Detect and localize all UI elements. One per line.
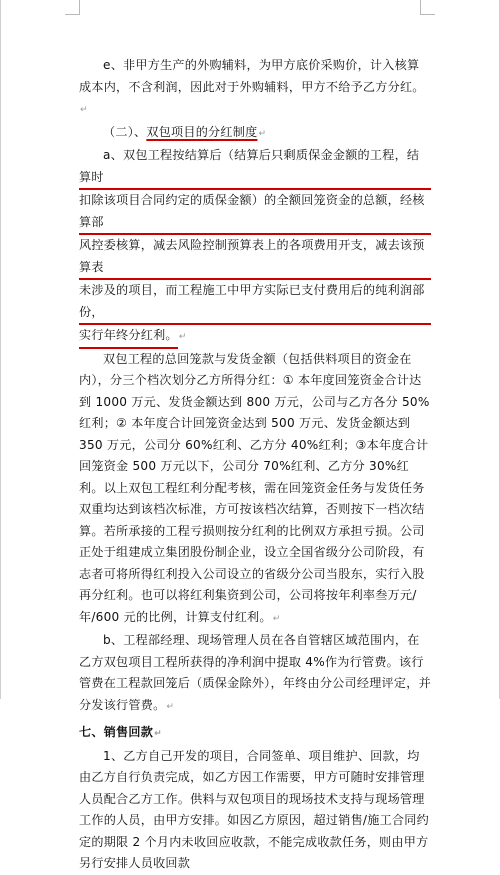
paragraph-mark: ↵ xyxy=(154,729,162,739)
crop-mark-top-left xyxy=(65,0,80,15)
paragraph-a-line: a、双包工程按结算后（结算后只剩质保金金额的工程，结算时 xyxy=(79,145,431,190)
heading-section-2-prefix: （二）、 xyxy=(103,124,147,139)
paragraph-a-line: 未涉及的项目，而工程施工中甲方实际已支付费用后的纯利润部份， xyxy=(79,280,431,325)
heading-section-7-text: 七、销售回款 xyxy=(79,725,154,739)
paragraph-total-text: 双包工程的总回笼款与发货金额（包括供料项目的资金在内），分三个档次划分乙方所得分红：① 本年度回笼资金合计达到 1000 万元、发货金额达到 800 万元，公司与乙方各分 50%红利；② 本年度合计回笼资金达到 500 万元、发货金额达到 350 万元，公司分 60%红利、乙方分 40%红利；③本年度合计回笼资金 500 万元以下，公司分 70%红利、乙方分 30%红利。以上双包工程红利分配考核，需在回笼资金任务与发货任务双重均达到该档次标准，方可按该档次结算，否则按下一档次结算。若所承接的工程亏损则按分红利的比例双方承担亏损。公司正处于组建成立集团股份制企业，设立全国省级分公司阶段，有志者可将所得红利投入公司设立的省级分公司当股东，实行入股再分红利。也可以将红利集资到公司，公司将按年利率叁万元/年/600 元的比例，计算支付红利。 xyxy=(79,351,430,624)
paragraph-mark: ↵ xyxy=(272,613,281,624)
document-body xyxy=(79,55,431,875)
paragraph-b xyxy=(79,630,431,718)
paragraph-mark: ↵ xyxy=(166,701,175,712)
paragraph-e-text: e、非甲方生产的外购辅料，为甲方底价采购价，计入核算成本内，不含利润，因此对于外购辅料，甲方不给予乙方分红。 xyxy=(79,58,425,94)
paragraph-a-line: 扣除该项目合同约定的质保金额）的全额回笼资金的总额，经核算部 xyxy=(79,190,431,235)
paragraph-1 xyxy=(79,746,431,875)
paragraph-a xyxy=(79,145,431,349)
heading-section-2 xyxy=(79,122,431,146)
paragraph-b-text: b、工程部经理、现场管理人员在各自管辖区域范围内，在乙方双包项目工程所获得的净利润中提取 4%作为行管费。该行管费在工程款回笼后（质保金除外），年终由分公司经理评定，并分发该行管费。 xyxy=(79,633,431,712)
crop-mark-top-right xyxy=(420,0,435,15)
paragraph-1-text: 1、乙方自己开发的项目，合同签单、项目维护、回款，均由乙方自行负责完成，如乙方因工作需要，甲方可随时安排管理人员配合乙方工作。供料与双包项目的现场技术支持与现场管理工作的人员，由甲方安排。如因乙方原因，超过销售/施工合同约定的期限 2 个月内未收回应收款，不能完成收款任务，则由甲方另行安排人员收回款 xyxy=(79,748,429,870)
heading-section-7 xyxy=(79,722,431,746)
paragraph-mark: ↵ xyxy=(178,332,187,342)
paragraph-e xyxy=(79,55,431,122)
paragraph-a-line: 风控委核算，减去风险控制预算表上的各项费用开支，减去该预算表 xyxy=(79,235,431,280)
paragraph-total xyxy=(79,349,431,631)
paragraph-mark: ↵ xyxy=(258,128,267,139)
paragraph-a-line: 实行年终分红利。 xyxy=(79,325,178,349)
paragraph-mark: ↵ xyxy=(80,105,88,115)
heading-section-2-title: 双包项目的分红制度 xyxy=(146,124,258,139)
